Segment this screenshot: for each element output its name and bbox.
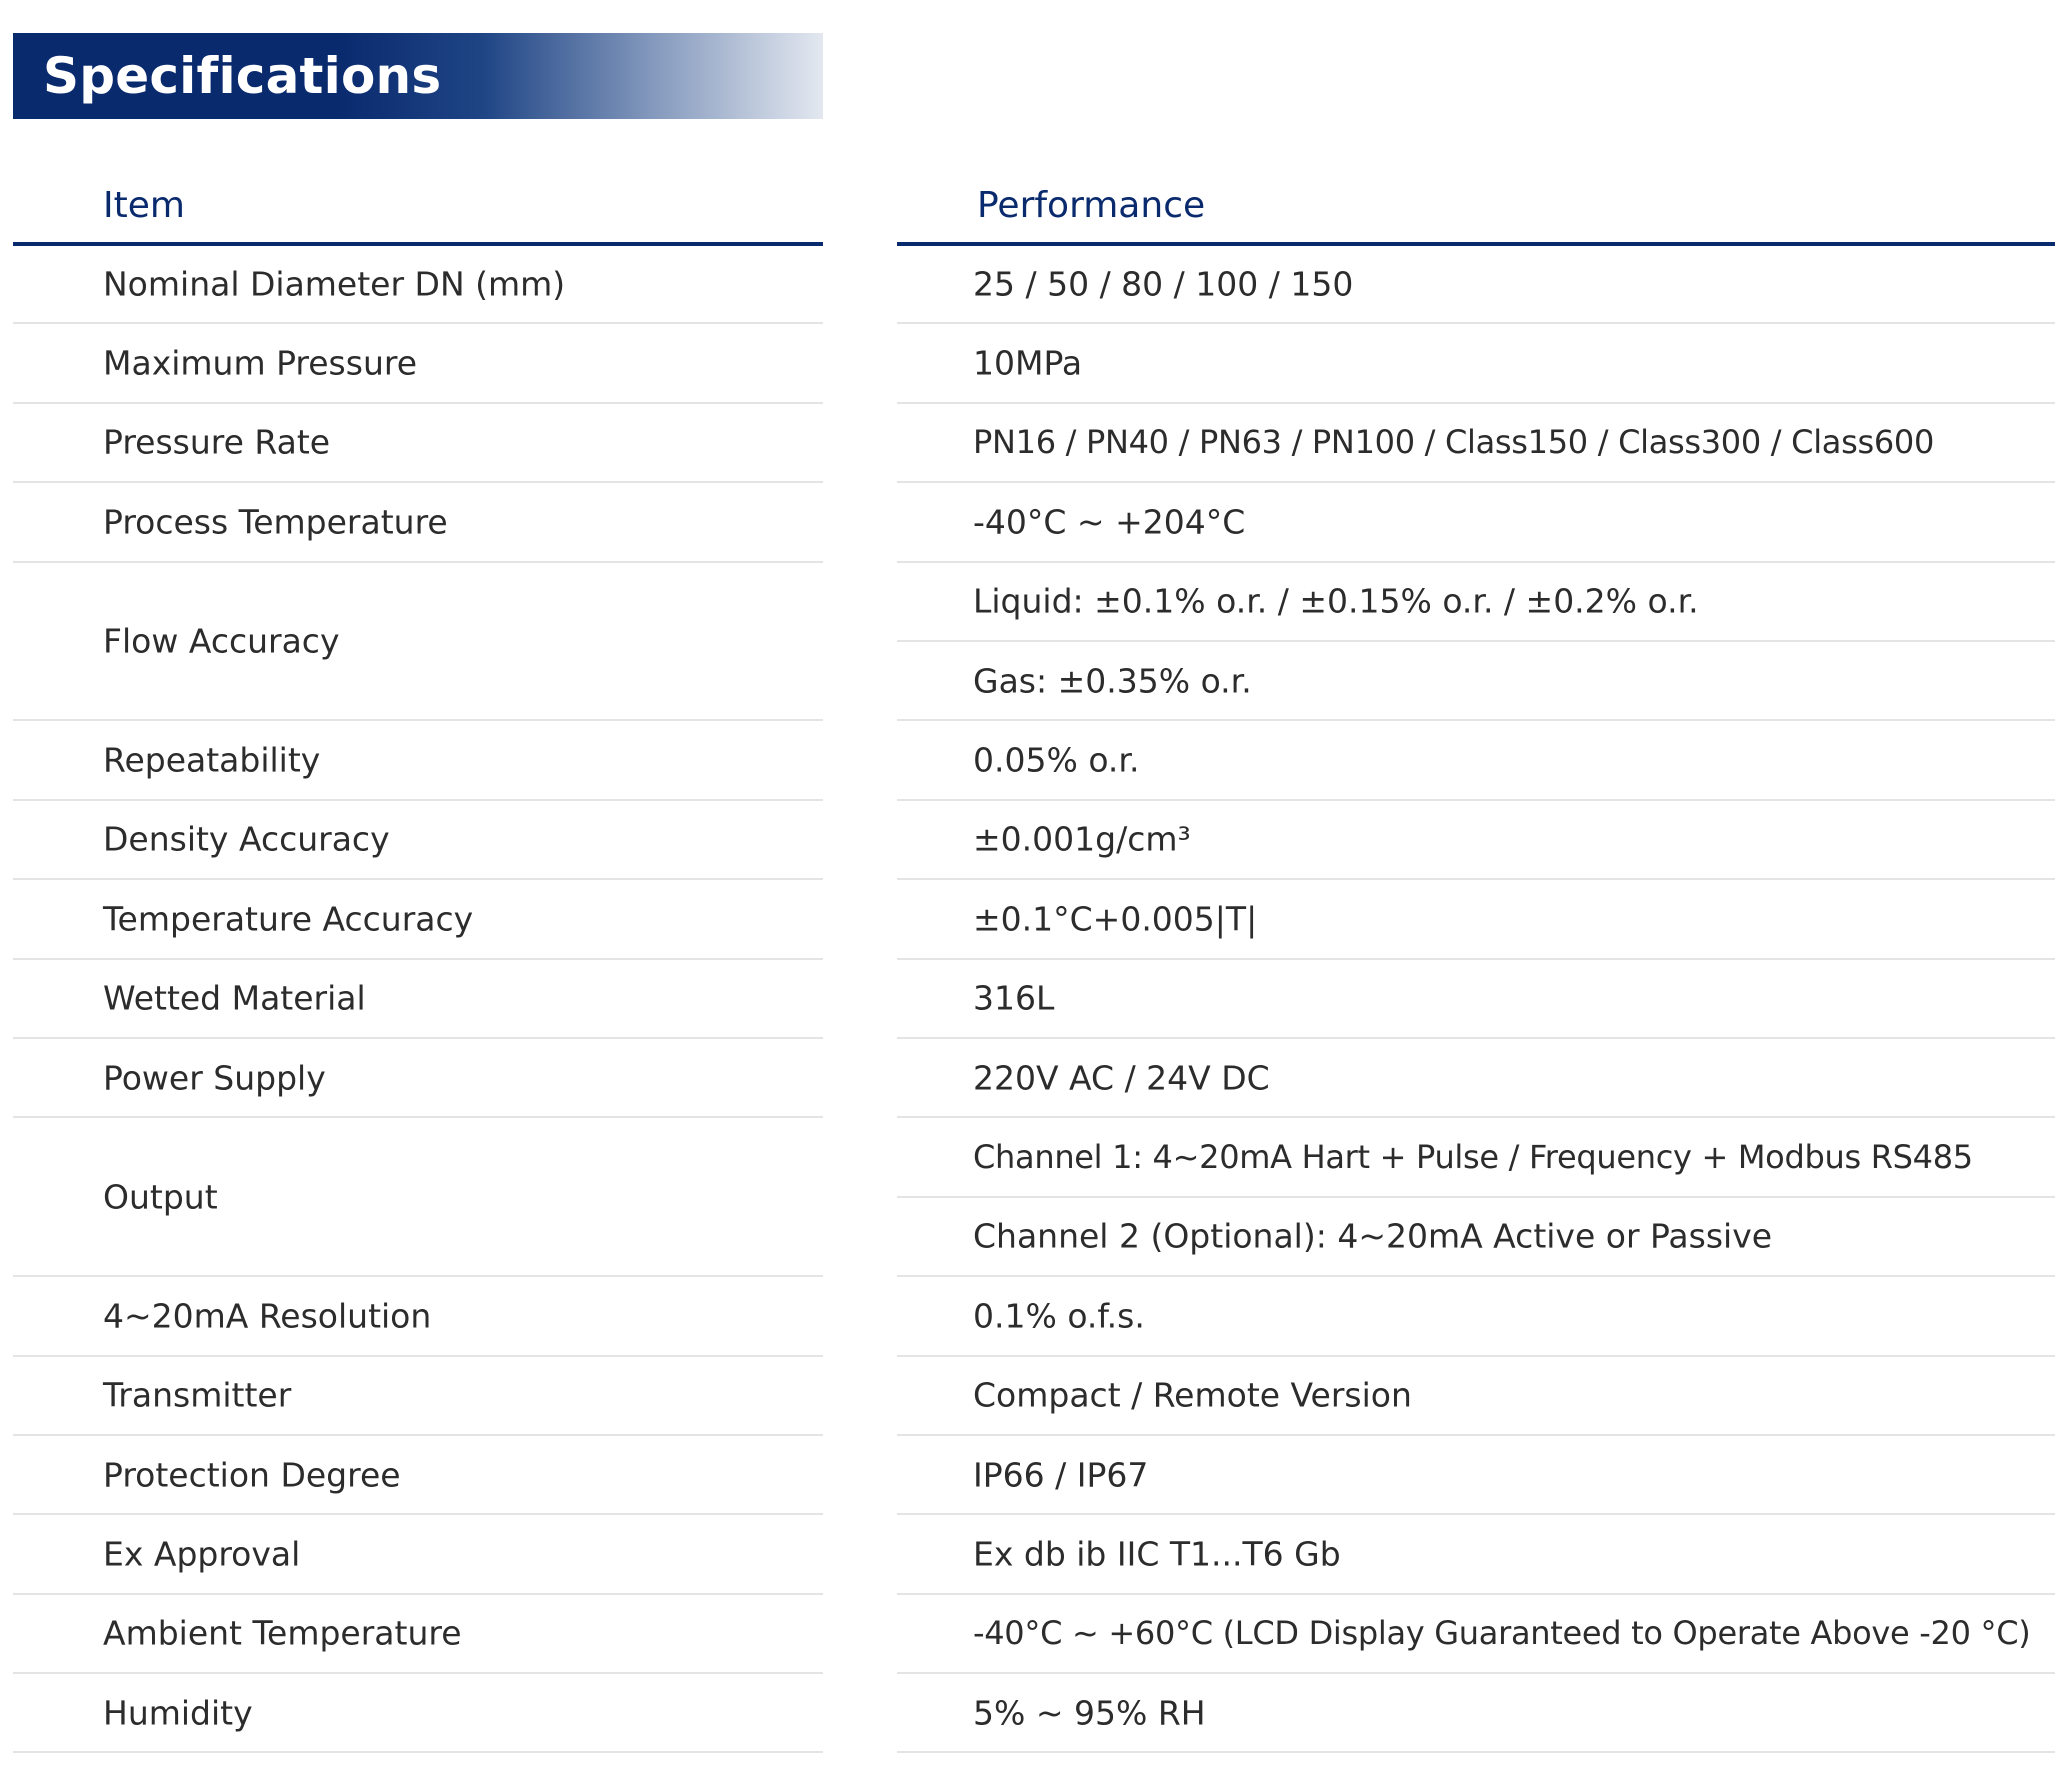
spec-performance-value: IP66 / IP67	[973, 1455, 1149, 1495]
spec-performance-cell	[897, 1674, 2055, 1753]
spec-item-label: Repeatability	[103, 740, 321, 780]
spec-item-label: Process Temperature	[103, 502, 448, 542]
spec-performance-line	[897, 1118, 2055, 1197]
spec-row	[0, 1515, 2070, 1594]
spec-performance-line	[897, 1198, 2055, 1277]
spec-performance-cell	[897, 324, 2055, 403]
spec-performance-value: 25 / 50 / 80 / 100 / 150	[973, 264, 1354, 304]
performance-column-header	[897, 172, 2055, 246]
spec-item-label: Protection Degree	[103, 1455, 401, 1495]
spec-performance-cell	[897, 960, 2055, 1039]
spec-item-cell	[13, 1515, 823, 1594]
spec-performance-value: 316L	[973, 978, 1055, 1018]
item-column-header	[13, 172, 823, 246]
page-title: Specifications	[43, 47, 442, 105]
spec-item-cell	[13, 1436, 823, 1515]
spec-item-label: Nominal Diameter DN (mm)	[103, 264, 566, 304]
spec-item-cell	[13, 245, 823, 324]
spec-performance-line	[897, 642, 2055, 721]
spec-table	[0, 245, 2070, 1753]
spec-performance-line	[897, 1039, 2055, 1118]
spec-item-label: Transmitter	[103, 1375, 292, 1415]
spec-row	[0, 880, 2070, 959]
spec-item-cell	[13, 404, 823, 483]
spec-performance-value: Channel 1: 4~20mA Hart + Pulse / Frequency + Modbus RS485	[973, 1138, 1973, 1176]
spec-performance-line	[897, 721, 2055, 800]
spec-item-cell	[13, 1357, 823, 1436]
spec-performance-line	[897, 960, 2055, 1039]
spec-performance-line	[897, 1436, 2055, 1515]
spec-performance-cell	[897, 245, 2055, 324]
spec-performance-cell	[897, 1039, 2055, 1118]
spec-item-label: Output	[103, 1177, 218, 1217]
spec-item-label: 4~20mA Resolution	[103, 1296, 432, 1336]
spec-performance-value: -40°C ~ +204°C	[973, 502, 1246, 542]
spec-item-label: Density Accuracy	[103, 819, 390, 859]
spec-item-cell	[13, 880, 823, 959]
spec-performance-cell	[897, 880, 2055, 959]
spec-item-label: Ex Approval	[103, 1534, 301, 1574]
spec-performance-cell	[897, 1436, 2055, 1515]
performance-column-label: Performance	[977, 185, 1206, 226]
spec-performance-cell	[897, 1515, 2055, 1594]
spec-performance-value: ±0.1°C+0.005|T|	[973, 899, 1258, 939]
spec-item-label: Pressure Rate	[103, 422, 331, 462]
spec-performance-value: 220V AC / 24V DC	[973, 1058, 1270, 1098]
spec-item-cell	[13, 1595, 823, 1674]
spec-performance-line	[897, 1674, 2055, 1753]
spec-row	[0, 1595, 2070, 1674]
spec-performance-value: 5% ~ 95% RH	[973, 1693, 1206, 1733]
spec-item-label: Wetted Material	[103, 978, 366, 1018]
spec-row	[0, 1674, 2070, 1753]
spec-row	[0, 563, 2070, 722]
spec-item-cell	[13, 1277, 823, 1356]
spec-row	[0, 1039, 2070, 1118]
spec-performance-line	[897, 563, 2055, 642]
spec-performance-value: PN16 / PN40 / PN63 / PN100 / Class150 / Class300 / Class600	[973, 423, 1935, 462]
spec-performance-value: Gas: ±0.35% o.r.	[973, 661, 1252, 701]
spec-item-cell	[13, 1039, 823, 1118]
spec-performance-cell	[897, 1357, 2055, 1436]
spec-performance-value: Liquid: ±0.1% o.r. / ±0.15% o.r. / ±0.2% o.r.	[973, 581, 1699, 621]
spec-row	[0, 1357, 2070, 1436]
spec-row	[0, 1277, 2070, 1356]
spec-performance-value: 0.05% o.r.	[973, 740, 1140, 780]
spec-performance-line	[897, 324, 2055, 403]
item-column-label: Item	[103, 185, 185, 226]
spec-item-cell	[13, 1118, 823, 1277]
spec-row	[0, 721, 2070, 800]
spec-performance-line	[897, 1515, 2055, 1594]
spec-performance-line	[897, 880, 2055, 959]
spec-item-cell	[13, 721, 823, 800]
spec-row	[0, 960, 2070, 1039]
spec-performance-line	[897, 483, 2055, 562]
spec-performance-line	[897, 1357, 2055, 1436]
spec-performance-cell	[897, 404, 2055, 483]
spec-item-cell	[13, 960, 823, 1039]
spec-performance-cell	[897, 1595, 2055, 1674]
spec-item-cell	[13, 324, 823, 403]
spec-performance-cell	[897, 1118, 2055, 1277]
spec-performance-cell	[897, 483, 2055, 562]
spec-performance-line	[897, 1277, 2055, 1356]
spec-performance-line	[897, 404, 2055, 483]
spec-item-label: Flow Accuracy	[103, 621, 340, 661]
spec-performance-line	[897, 1595, 2055, 1674]
spec-performance-cell	[897, 801, 2055, 880]
spec-item-label: Power Supply	[103, 1058, 326, 1098]
spec-row	[0, 483, 2070, 562]
spec-row	[0, 245, 2070, 324]
spec-performance-value: ±0.001g/cm³	[973, 819, 1191, 859]
specifications-banner	[13, 33, 823, 119]
spec-performance-line	[897, 245, 2055, 324]
spec-item-label: Maximum Pressure	[103, 343, 417, 383]
spec-row	[0, 1436, 2070, 1515]
spec-performance-value: 0.1% o.f.s.	[973, 1296, 1145, 1336]
spec-item-cell	[13, 1674, 823, 1753]
spec-item-label: Temperature Accuracy	[103, 899, 474, 939]
spec-performance-cell	[897, 1277, 2055, 1356]
spec-performance-cell	[897, 721, 2055, 800]
spec-performance-value: Compact / Remote Version	[973, 1375, 1412, 1415]
spec-row	[0, 404, 2070, 483]
spec-performance-cell	[897, 563, 2055, 722]
spec-performance-value: Ex db ib IIC T1...T6 Gb	[973, 1534, 1341, 1574]
spec-item-cell	[13, 483, 823, 562]
spec-item-label: Ambient Temperature	[103, 1613, 462, 1653]
spec-performance-value: -40°C ~ +60°C (LCD Display Guaranteed to Operate Above -20 °C)	[973, 1614, 2031, 1653]
spec-performance-line	[897, 801, 2055, 880]
spec-performance-value: 10MPa	[973, 343, 1083, 383]
spec-performance-value: Channel 2 (Optional): 4~20mA Active or Passive	[973, 1216, 1773, 1256]
spec-row	[0, 1118, 2070, 1277]
spec-item-cell	[13, 801, 823, 880]
spec-item-label: Humidity	[103, 1693, 253, 1733]
spec-item-cell	[13, 563, 823, 722]
spec-row	[0, 801, 2070, 880]
spec-row	[0, 324, 2070, 403]
